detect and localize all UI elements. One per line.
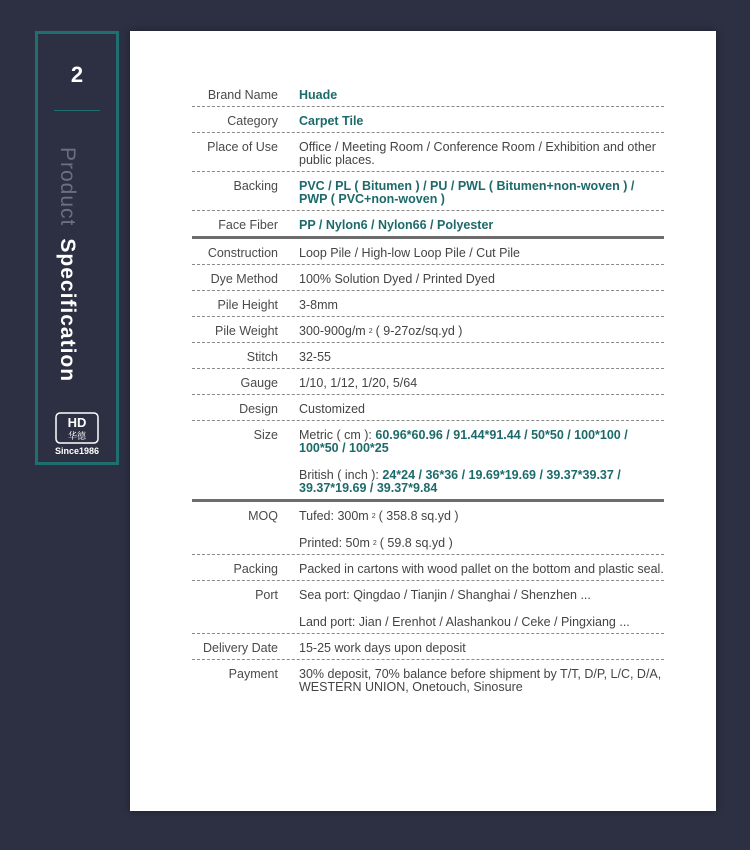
section-title-word1: Product xyxy=(56,147,79,227)
row-value: 3-8mm xyxy=(299,298,338,312)
superscript: 2 xyxy=(372,540,377,547)
table-row xyxy=(192,421,664,502)
table-row xyxy=(192,369,664,395)
table-row xyxy=(192,395,664,421)
row-value: Customized xyxy=(299,402,365,416)
superscript: 2 xyxy=(371,513,376,520)
land-port: Land port: Jian / Erenhot / Alashankou / Ceke / Pingxiang ... xyxy=(299,615,630,629)
row-value: Huade xyxy=(299,88,338,102)
table-row xyxy=(192,81,664,107)
section-title xyxy=(55,147,79,382)
row-label: Pile Height xyxy=(217,298,278,312)
row-label: Dye Method xyxy=(210,272,278,286)
row-value: 100% Solution Dyed / Printed Dyed xyxy=(299,272,495,286)
table-row xyxy=(192,343,664,369)
row-label: Backing xyxy=(233,179,278,193)
row-value xyxy=(299,587,664,629)
since-label: Since1986 xyxy=(54,446,100,456)
row-label: Gauge xyxy=(240,376,278,390)
row-value xyxy=(299,427,664,495)
table-row xyxy=(192,239,664,265)
row-value: 32-55 xyxy=(299,350,331,364)
superscript: 2 xyxy=(368,328,373,335)
table-row xyxy=(192,502,664,555)
row-label: Packing xyxy=(233,562,278,576)
table-row xyxy=(192,581,664,634)
size-british xyxy=(299,469,664,495)
row-value: 30% deposit, 70% balance before shipment by T/T, D/P, L/C, D/A, WESTERN UNION, Onetouch, Sinosure xyxy=(299,667,662,694)
moq-tufted-imperial: ( 358.8 sq.yd ) xyxy=(378,509,459,523)
pile-weight-metric: 300-900g/m xyxy=(299,324,366,338)
moq-tufted xyxy=(299,510,664,523)
row-value: Loop Pile / High-low Loop Pile / Cut Pile xyxy=(299,246,520,260)
row-label: Brand Name xyxy=(207,88,278,102)
section-title-word2: Specification xyxy=(56,238,79,383)
moq-printed xyxy=(299,537,664,550)
row-value: PVC / PL ( Bitumen ) / PU / PWL ( Bitumen+non-woven ) / PWP ( PVC+non-woven ) xyxy=(299,179,635,206)
moq-tufted-amount: Tufed: 300m xyxy=(299,509,369,523)
logo-chinese-text: 华德 xyxy=(67,432,87,442)
row-label: Pile Weight xyxy=(215,324,278,338)
hd-logo-icon xyxy=(55,412,99,444)
row-value: PP / Nylon6 / Nylon66 / Polyester xyxy=(299,218,494,232)
row-label: Construction xyxy=(207,246,278,260)
row-value: Carpet Tile xyxy=(299,114,364,128)
row-label: Place of Use xyxy=(207,140,278,154)
table-row xyxy=(192,634,664,660)
table-row xyxy=(192,107,664,133)
table-row xyxy=(192,317,664,343)
section-tab xyxy=(35,31,119,465)
table-row xyxy=(192,172,664,211)
logo-text: HD xyxy=(67,415,87,430)
table-row xyxy=(192,211,664,239)
size-metric-prefix: Metric ( cm ): xyxy=(299,428,372,442)
size-metric xyxy=(299,429,664,455)
table-row xyxy=(192,291,664,317)
table-row xyxy=(192,660,664,698)
row-label: MOQ xyxy=(248,509,278,523)
row-label: Stitch xyxy=(246,350,278,364)
row-label: Size xyxy=(253,428,278,442)
moq-printed-amount: Printed: 50m xyxy=(299,536,370,550)
size-metric-values: 60.96*60.96 / 91.44*91.44 / 50*50 / 100*100 / 100*50 / 100*25 xyxy=(299,428,628,455)
brand-logo xyxy=(38,412,116,456)
row-value: Office / Meeting Room / Conference Room / Exhibition and other public places. xyxy=(299,140,656,167)
section-number: 2 xyxy=(70,62,84,87)
size-british-values: 24*24 / 36*36 / 19.69*19.69 / 39.37*39.37 / 39.37*19.69 / 39.37*9.84 xyxy=(299,468,621,495)
row-label: Delivery Date xyxy=(202,641,278,655)
row-label: Payment xyxy=(228,667,278,681)
spec-table xyxy=(192,81,664,698)
table-row xyxy=(192,555,664,581)
row-label: Design xyxy=(239,402,278,416)
row-label: Category xyxy=(227,114,278,128)
table-row xyxy=(192,265,664,291)
spec-sheet xyxy=(130,31,716,811)
row-value: 15-25 work days upon deposit xyxy=(299,641,466,655)
size-british-prefix: British ( inch ): xyxy=(299,468,379,482)
pile-weight-imperial: ( 9-27oz/sq.yd ) xyxy=(375,324,463,338)
tab-divider xyxy=(54,110,100,111)
table-row xyxy=(192,133,664,172)
row-value xyxy=(299,323,664,338)
moq-printed-imperial: ( 59.8 sq.yd ) xyxy=(379,536,453,550)
row-label: Face Fiber xyxy=(218,218,278,232)
row-value xyxy=(299,508,664,550)
sea-port: Sea port: Qingdao / Tianjin / Shanghai / Shenzhen ... xyxy=(299,588,591,602)
row-value: Packed in cartons with wood pallet on the bottom and plastic seal. xyxy=(299,562,664,576)
row-value: 1/10, 1/12, 1/20, 5/64 xyxy=(299,376,418,390)
row-label: Port xyxy=(255,588,278,602)
